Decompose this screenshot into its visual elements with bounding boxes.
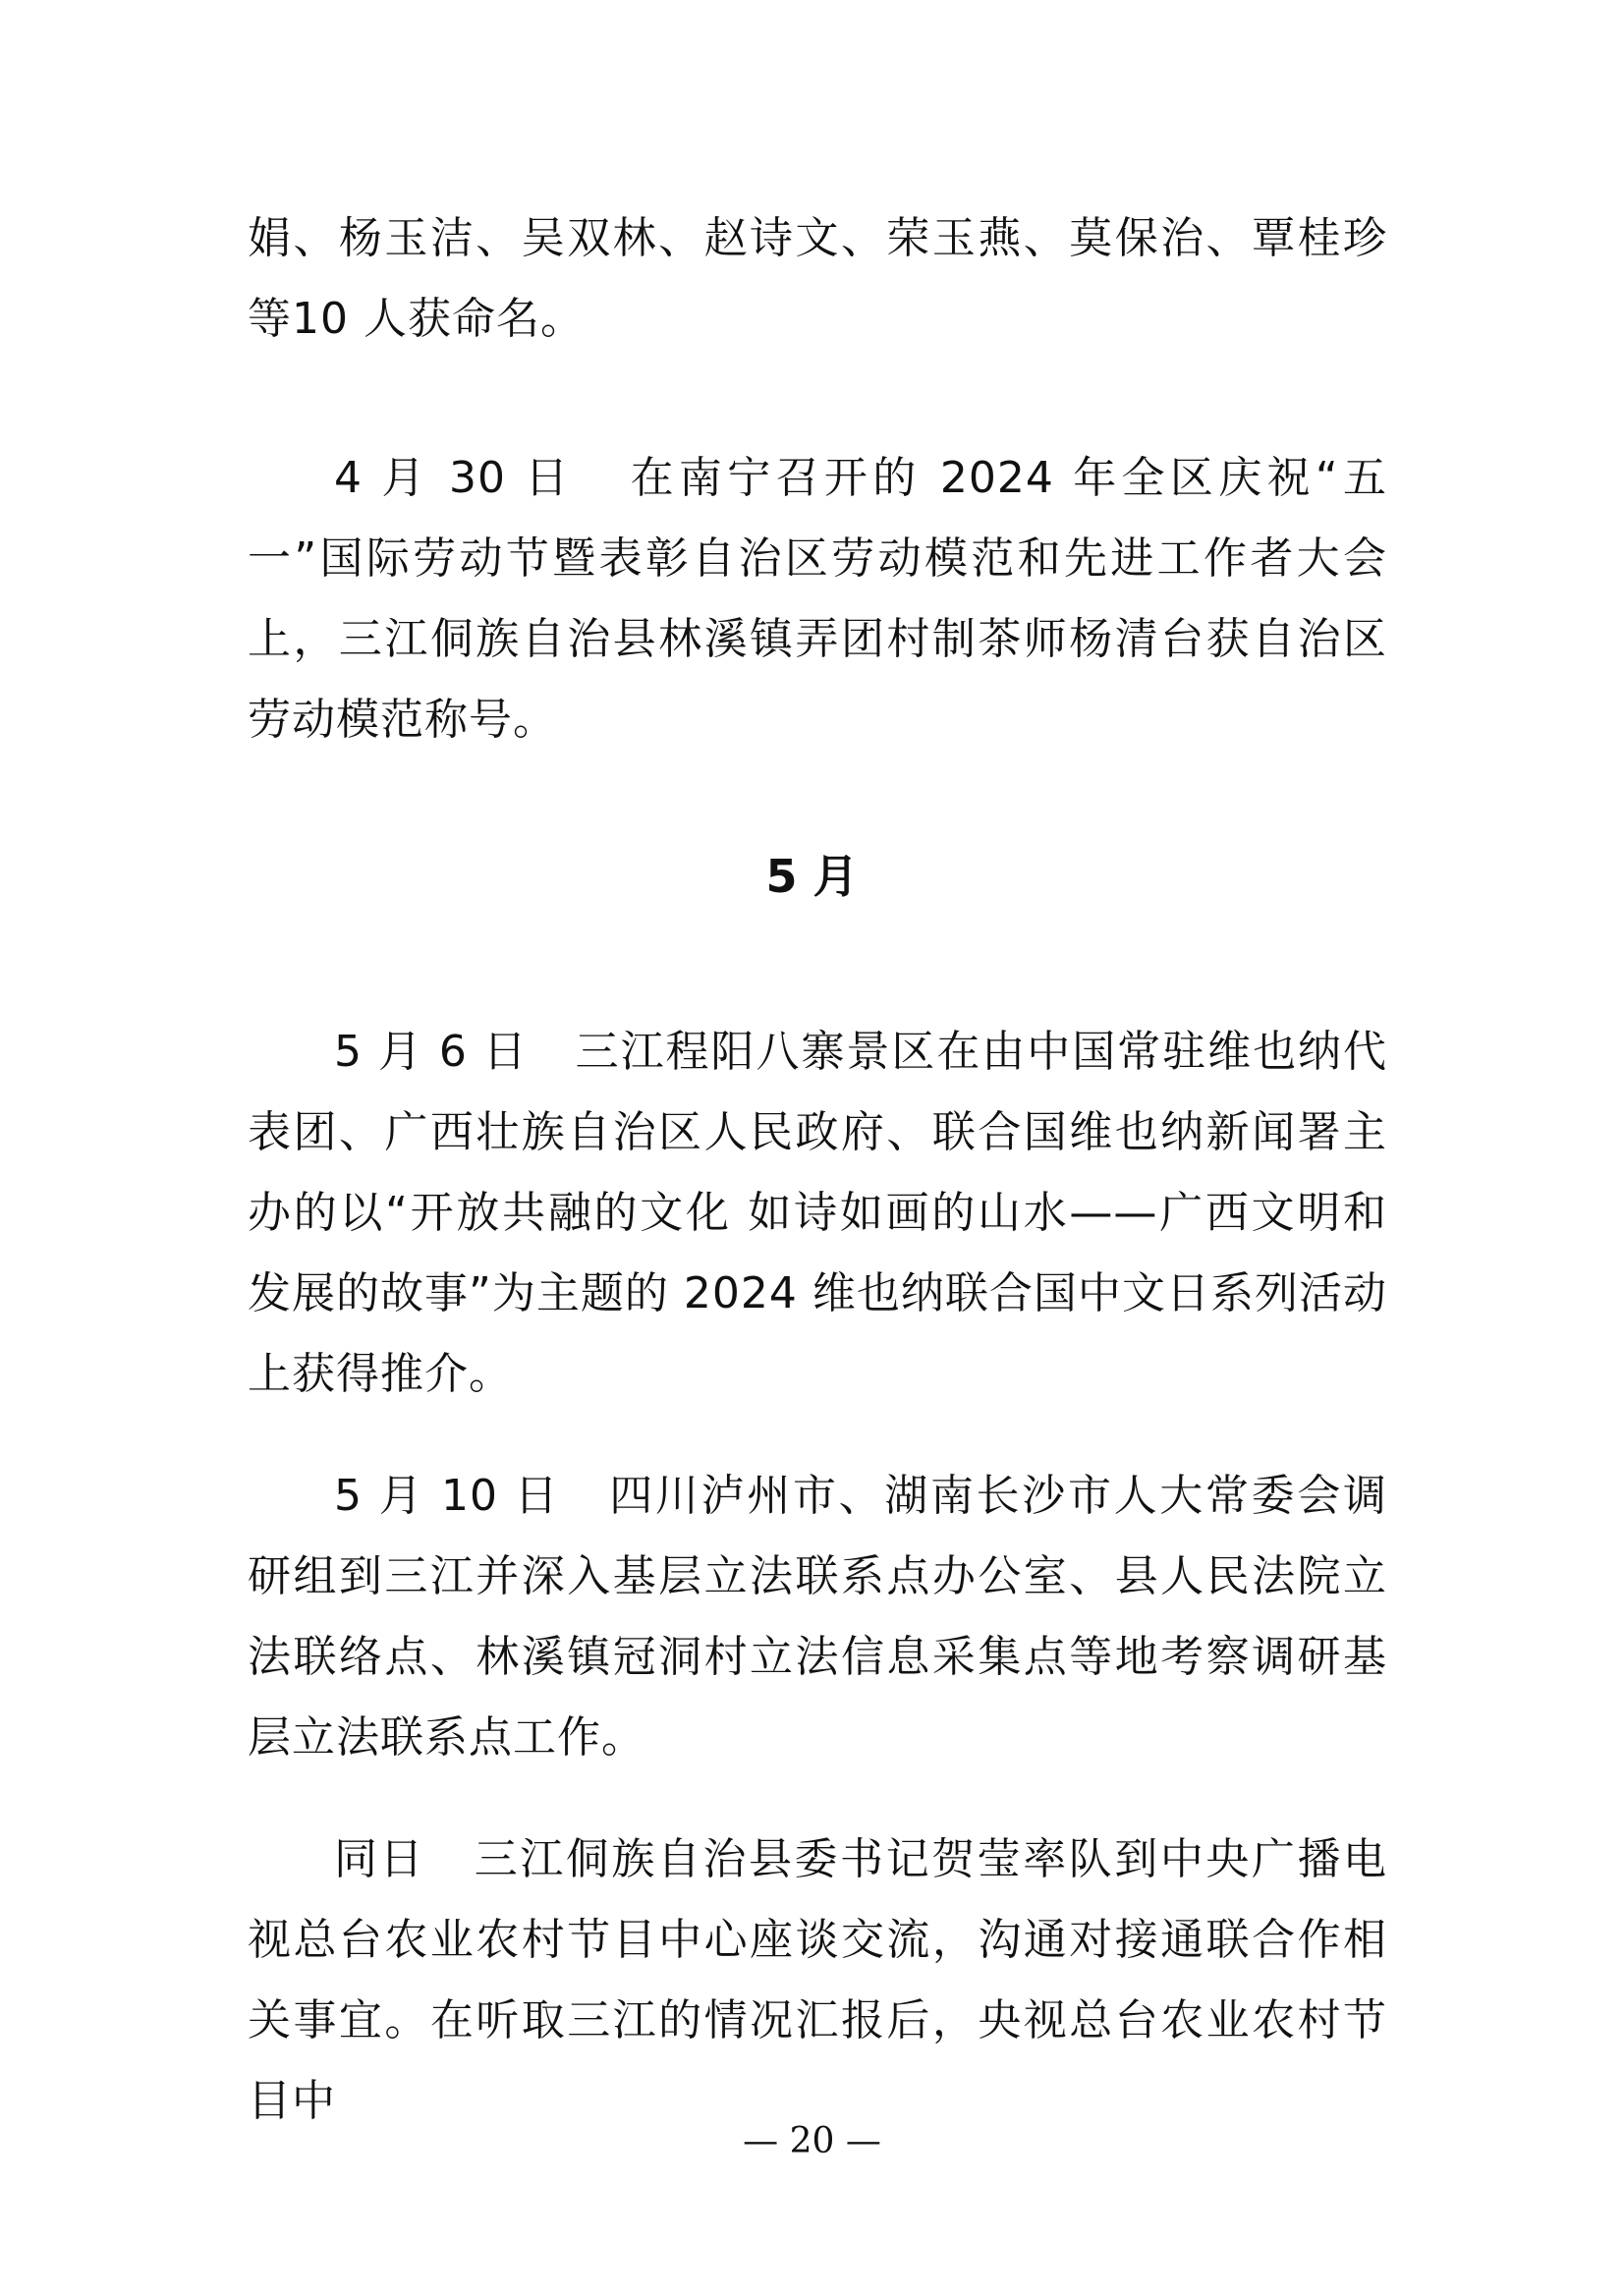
entry-date: 5 月 6 日 bbox=[334, 1027, 529, 1077]
paragraph-text: 三江程阳八寨景区在由中国常驻维也纳代表团、广西壮族自治区人民政府、联合国维也纳新闻署主办的以“开放共融的文化 如诗如画的山水——广西文明和发展的故事”为主题的 2024 维也纳联合国中文日系列活动上获得推介。 bbox=[248, 1027, 1387, 1399]
paragraph-text: 三江侗族自治县委书记贺莹率队到中央广播电视总台农业农村节目中心座谈交流，沟通对接通联合作相关事宜。在听取三江的情况汇报后，央视总台农业农村节目中 bbox=[248, 1834, 1388, 2126]
entry-date: 同日 bbox=[334, 1834, 426, 1884]
section-heading-may: 5 月 bbox=[765, 850, 859, 903]
paragraph-april-30 bbox=[248, 438, 1387, 760]
paragraph-text: 在南宁召开的 2024 年全区庆祝“五一”国际劳动节暨表彰自治区劳动模范和先进工作者大会上，三江侗族自治县林溪镇弄团村制茶师杨清台获自治区劳动模范称号。 bbox=[248, 453, 1387, 745]
paragraph-text: 四川泸州市、湖南长沙市人大常委会调研组到三江并深入基层立法联系点办公室、县人民法院立法联络点、林溪镇冠洞村立法信息采集点等地考察调研基层立法联系点工作。 bbox=[248, 1471, 1387, 1763]
entry-date: 5 月 10 日 bbox=[334, 1471, 561, 1521]
paragraph-award-names bbox=[248, 198, 1387, 360]
entry-date: 4 月 30 日 bbox=[334, 453, 574, 503]
paragraph-text: 娟、杨玉洁、吴双林、赵诗文、荣玉燕、莫保治、覃桂珍等10 人获命名。 bbox=[248, 213, 1387, 344]
paragraph-same-day bbox=[248, 1820, 1387, 2142]
paragraph-may-6 bbox=[248, 1012, 1387, 1415]
page-number: — 20 — bbox=[743, 2121, 881, 2161]
paragraph-may-10 bbox=[248, 1456, 1387, 1778]
